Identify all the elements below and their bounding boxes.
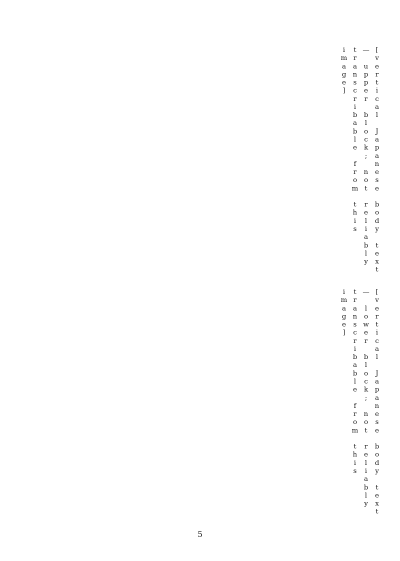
body-text-lower-block: [vertical Japanese body text — lower block; not reliably transcribable from this image]	[340, 288, 381, 524]
body-text-upper-block: [vertical Japanese body text — upper block; not reliably transcribable from this image]	[340, 46, 381, 282]
page-number: 5	[197, 530, 203, 539]
